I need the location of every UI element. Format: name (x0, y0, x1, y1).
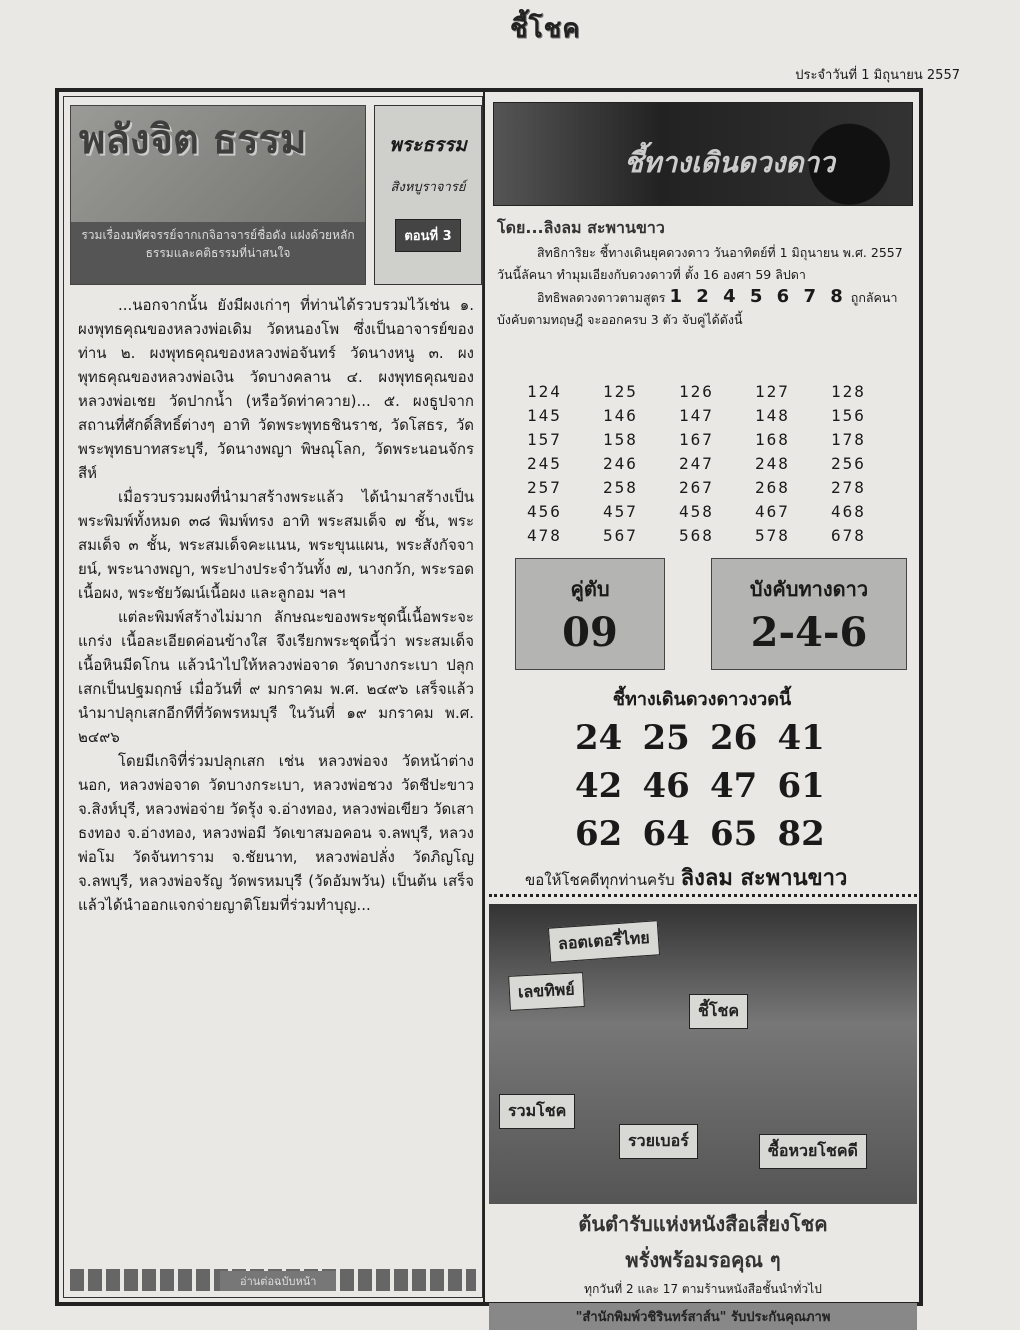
triple-number: 128 (831, 382, 866, 401)
pair-box (515, 558, 665, 670)
week-number: 61 (777, 766, 825, 806)
ad-subheadline: พรั่งพร้อมรอคุณ ๆ (625, 1248, 781, 1272)
triple-number: 257 (527, 478, 562, 497)
week-number: 46 (642, 766, 690, 806)
triple-number: 158 (603, 430, 638, 449)
triple-number: 246 (603, 454, 638, 473)
goodluck-line (525, 860, 847, 895)
triple-number: 157 (527, 430, 562, 449)
triple-number: 568 (679, 526, 714, 545)
week-number: 64 (642, 814, 690, 854)
triple-number: 146 (603, 406, 638, 425)
triple-number: 678 (831, 526, 866, 545)
triple-number: 178 (831, 430, 866, 449)
paragraph: เมื่อรวบรวมผงที่นำมาสร้างพระแล้ว ได้นำมาสร้างเป็นพระพิมพ์ทั้งหมด ๓๘ พิมพ์ทรง อาทิ พระสมเด็จ ๗ ชั้น, พระสมเด็จ ๓ ชั้น, พระสมเด็จคะแนน, พระขุนแผน, พระสังกัจจายน์, พระนางพญา, พระปางประจำวันทั้ง ๗, นางกวัก, พระรอดเนื้อผง, พระชัยวัฒน์เนื้อผง และลูกอม ฯลฯ (78, 488, 474, 602)
goodluck-text: ขอให้โชคดีทุกท่านครับ (525, 871, 675, 889)
magazine-cover: ซื้อหวยโชคดี (759, 1134, 867, 1169)
week-number-grid (575, 718, 845, 854)
triple-number: 148 (755, 406, 790, 425)
week-title: ชี้ทางเดินดวงดาวงวดนี้ (612, 689, 792, 710)
lotto-column (483, 92, 919, 1325)
forced-box (711, 558, 907, 670)
ad-schedule: ทุกวันที่ 2 และ 17 ตามร้านหนังสือชั้นนำทั่วไป (584, 1282, 822, 1296)
week-number: 41 (777, 718, 825, 758)
divider (489, 894, 917, 897)
triple-number: 256 (831, 454, 866, 473)
week-number: 42 (575, 766, 623, 806)
triple-number: 267 (679, 478, 714, 497)
week-number: 26 (710, 718, 758, 758)
triple-number: 467 (755, 502, 790, 521)
triple-number: 126 (679, 382, 714, 401)
intro-formula-note: ถูกลัคนาบังคับตามทฤษฎี จะออกครบ 3 ตัว จับคู่ได้ดังนี้ (497, 290, 898, 327)
ad-publisher: "สำนักพิมพ์วชิรินทร์สาส์น" รับประกันคุณภาพ (489, 1303, 917, 1330)
dharma-column (63, 96, 483, 1298)
triple-number: 478 (527, 526, 562, 545)
byline: โดย...ลิงลม สะพานขาว (497, 218, 665, 237)
triple-number: 147 (679, 406, 714, 425)
magazine-cover: ชี้โชค (689, 994, 748, 1029)
author-title: สิงหบูราจารย์ (390, 180, 466, 195)
week-number: 82 (777, 814, 825, 854)
publisher-ad (489, 1208, 917, 1330)
magazine-cover: เลขทิพย์ (508, 972, 584, 1011)
forced-value: 2-4-6 (750, 609, 868, 656)
paragraph: แต่ละพิมพ์สร้างไม่มาก ลักษณะของพระชุดนี้เนื้อพระจะแกร่ง เนื้อละเอียดค่อนข้างใส จึงเรียกพระชุดนี้ว่า พระสมเด็จเนื้อหินมีดโกน แล้วนำไปให้หลวงพ่อจาด วัดบางกระเบา ปลุกเสกเป็นปฐมฤกษ์ เมื่อวันที่ ๙ มกราคม พ.ศ. ๒๔๙๖ เสร็จแล้ว นำมาปลุกเสกอีกทีที่วัดพรหมบุรี ในวันที่ ๑๙ มกราคม พ.ศ. ๒๔๙๖ (78, 608, 474, 746)
triple-number: 247 (679, 454, 714, 473)
paragraph: ...นอกจากนั้น ยังมีผงเก่าๆ ที่ท่านได้รวบรวมไว้เช่น ๑. ผงพุทธคุณของหลวงพ่อเดิม วัดหนองโพ ซึ่งเป็นอาจารย์ของท่าน ๒. ผงพุทธคุณของหลวงพ่อจันทร์ วัดนางหนู ๓. ผงพุทธคุณของหลวงพ่อเงิน วัดบางคลาน ๔. ผงพุทธคุณของหลวงพ่อเชย วัดปากน้ำ (หรือวัดท่าควาย)... ๕. ผงธูปจากสถานที่ศักดิ์สิทธิ์ต่างๆ อาทิ วัดพระพุทธชินราช, วัดโสธร, วัดพระพุทธบาทสระบุรี, วัดนางพญา พิษณุโลก, วัดพระนอนจักรสีห์ (78, 296, 474, 482)
triple-number: 125 (603, 382, 638, 401)
triple-number: 145 (527, 406, 562, 425)
triple-number: 167 (679, 430, 714, 449)
paragraph: โดยมีเกจิที่ร่วมปลุกเสก เช่น หลวงพ่อจง วัดหน้าต่างนอก, หลวงพ่อจาด วัดบางกระเบา, หลวงพ่อชวง วัดชีปะขาว จ.สิงห์บุรี, หลวงพ่อจ่าย วัดรุ้ง จ.อ่างทอง, หลวงพ่อเขียว วัดเสาธงทอง จ.อ่างทอง, หลวงพ่อมี วัดเขาสมอคอน จ.ลพบุรี, หลวงพ่อโม วัดจันทาราม จ.ชัยนาท, หลวงพ่อปลั่ง วัดภิญโญ จ.ลพบุรี, หลวงพ่อจรัญ วัดพรหมบุรี (วัดอัมพวัน) เป็นต้น เสร็จแล้วได้นำออกแจกจ่ายญาติโยมที่ร่วมทำบุญ... (78, 752, 474, 914)
magazine-cover: ลอตเตอรี่ไทย (548, 920, 660, 963)
triple-number: 156 (831, 406, 866, 425)
triple-number: 168 (755, 430, 790, 449)
ad-headline: ต้นตำรับแห่งหนังสือเสี่ยงโชค (578, 1212, 828, 1236)
continued-label: อ่านต่อฉบับหน้า (220, 1271, 336, 1291)
week-number: 62 (575, 814, 623, 854)
triple-number: 258 (603, 478, 638, 497)
week-number: 65 (710, 814, 758, 854)
column-subtitle: รวมเรื่องมหัศจรรย์จากเกจิอาจารย์ชื่อดัง แฝงด้วยหลักธรรมและคติธรรมที่น่าสนใจ (71, 222, 365, 284)
triple-number: 127 (755, 382, 790, 401)
pair-label: คู่ตับ (570, 577, 610, 601)
triple-number: 278 (831, 478, 866, 497)
triple-number: 468 (831, 502, 866, 521)
week-number: 25 (642, 718, 690, 758)
article-body (78, 293, 474, 917)
newspaper-logo: ชี้โชค (510, 14, 581, 44)
triple-number: 245 (527, 454, 562, 473)
triple-number-grid (527, 382, 907, 546)
lotto-banner (493, 102, 913, 206)
intro-text: สิทธิการิยะ ชี้ทางเดินยุคดวงดาว วันอาทิตย์ที่ 1 มิถุนายน พ.ศ. 2557 วันนี้ลัคนา ทำมุมเอียงกับดวงดาวที่ ตั้ง 16 องศา 59 ลิปดา (497, 245, 903, 282)
episode-badge: ตอนที่ 3 (395, 219, 460, 252)
forced-label: บังคับทางดาว (749, 577, 869, 601)
magazine-cover: รวมโชค (499, 1094, 575, 1129)
week-number: 24 (575, 718, 623, 758)
triple-number: 457 (603, 502, 638, 521)
triple-number: 124 (527, 382, 562, 401)
issue-date: ประจำวันที่ 1 มิถุนายน 2557 (795, 68, 960, 83)
pair-value: 09 (562, 609, 618, 656)
page-frame (55, 88, 923, 1325)
triple-number: 458 (679, 502, 714, 521)
triple-number: 567 (603, 526, 638, 545)
column-banner (70, 105, 366, 285)
signature: ลิงลม สะพานขาว (680, 866, 848, 891)
intro-formula-label: อิทธิพลดวงดาวตามสูตร (537, 290, 666, 305)
magazine-covers-image (489, 904, 917, 1204)
continued-bar (70, 1269, 476, 1291)
column-title: พลังจิต ธรรม (79, 116, 307, 163)
author-name: พระธรรม (389, 134, 467, 156)
lotto-intro (497, 242, 909, 331)
magazine-cover: รวยเบอร์ (619, 1124, 698, 1159)
triple-number: 248 (755, 454, 790, 473)
author-box (374, 105, 482, 285)
lotto-banner-title: ชี้ทางเดินดวงดาว (624, 146, 835, 179)
triple-number: 456 (527, 502, 562, 521)
formula-digits: 1 2 4 5 6 7 8 (669, 286, 847, 307)
triple-number: 268 (755, 478, 790, 497)
week-number: 47 (710, 766, 758, 806)
triple-number: 578 (755, 526, 790, 545)
